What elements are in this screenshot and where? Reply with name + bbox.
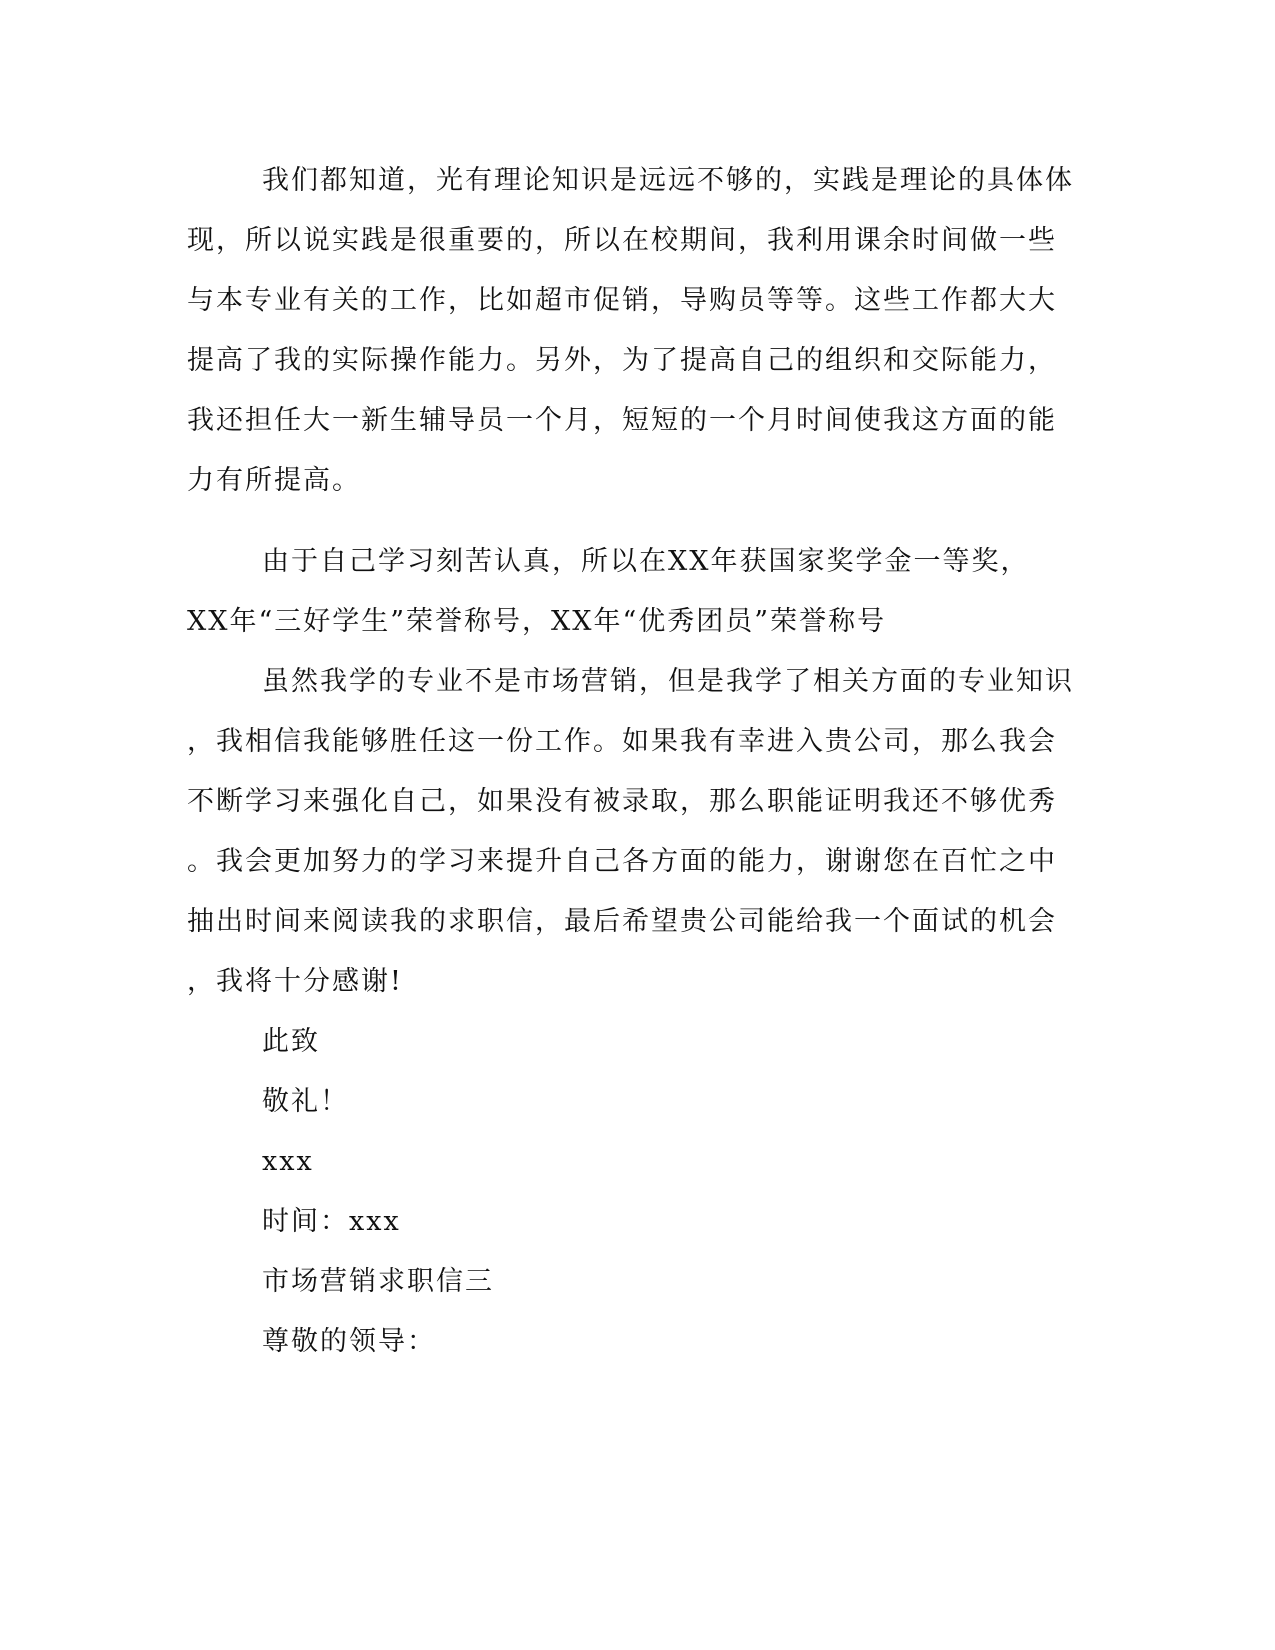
date-line: 时间：xxx (262, 1206, 401, 1237)
paragraph-1-line-3: 与本专业有关的工作，比如超市促销，导购员等等。这些工作都大大 (187, 285, 1057, 316)
paragraph-3-line-2: ，我相信我能够胜任这一份工作。如果我有幸进入贵公司，那么我会 (187, 726, 1057, 757)
closing-salutation: 此致 (262, 1026, 320, 1057)
closing-respect: 敬礼！ (262, 1086, 349, 1117)
paragraph-2-line-2: XX年“三好学生”荣誉称号，XX年“优秀团员”荣誉称号 (187, 606, 887, 637)
paragraph-3-line-5: 抽出时间来阅读我的求职信，最后希望贵公司能给我一个面试的机会 (187, 906, 1057, 937)
paragraph-1-line-4: 提高了我的实际操作能力。另外，为了提高自己的组织和交际能力， (187, 345, 1057, 376)
paragraph-3-line-3: 不断学习来强化自己，如果没有被录取，那么职能证明我还不够优秀 (187, 786, 1057, 817)
paragraph-1-line-5: 我还担任大一新生辅导员一个月，短短的一个月时间使我这方面的能 (187, 405, 1057, 436)
paragraph-2-line-1: 由于自己学习刻苦认真，所以在XX年获国家奖学金一等奖， (262, 546, 1030, 577)
sender-name: xxx (262, 1146, 314, 1177)
paragraph-1-line-6: 力有所提高。 (187, 465, 361, 496)
paragraph-1-line-1: 我们都知道，光有理论知识是远远不够的，实践是理论的具体体 (262, 165, 1074, 196)
section-title: 市场营销求职信三 (262, 1266, 494, 1297)
paragraph-3-line-6: ，我将十分感谢! (187, 966, 403, 997)
paragraph-3-line-1: 虽然我学的专业不是市场营销，但是我学了相关方面的专业知识 (262, 666, 1074, 697)
paragraph-1-line-2: 现，所以说实践是很重要的，所以在校期间，我利用课余时间做一些 (187, 225, 1057, 256)
greeting-line: 尊敬的领导： (262, 1326, 436, 1357)
paragraph-3-line-4: 。我会更加努力的学习来提升自己各方面的能力，谢谢您在百忙之中 (187, 846, 1057, 877)
